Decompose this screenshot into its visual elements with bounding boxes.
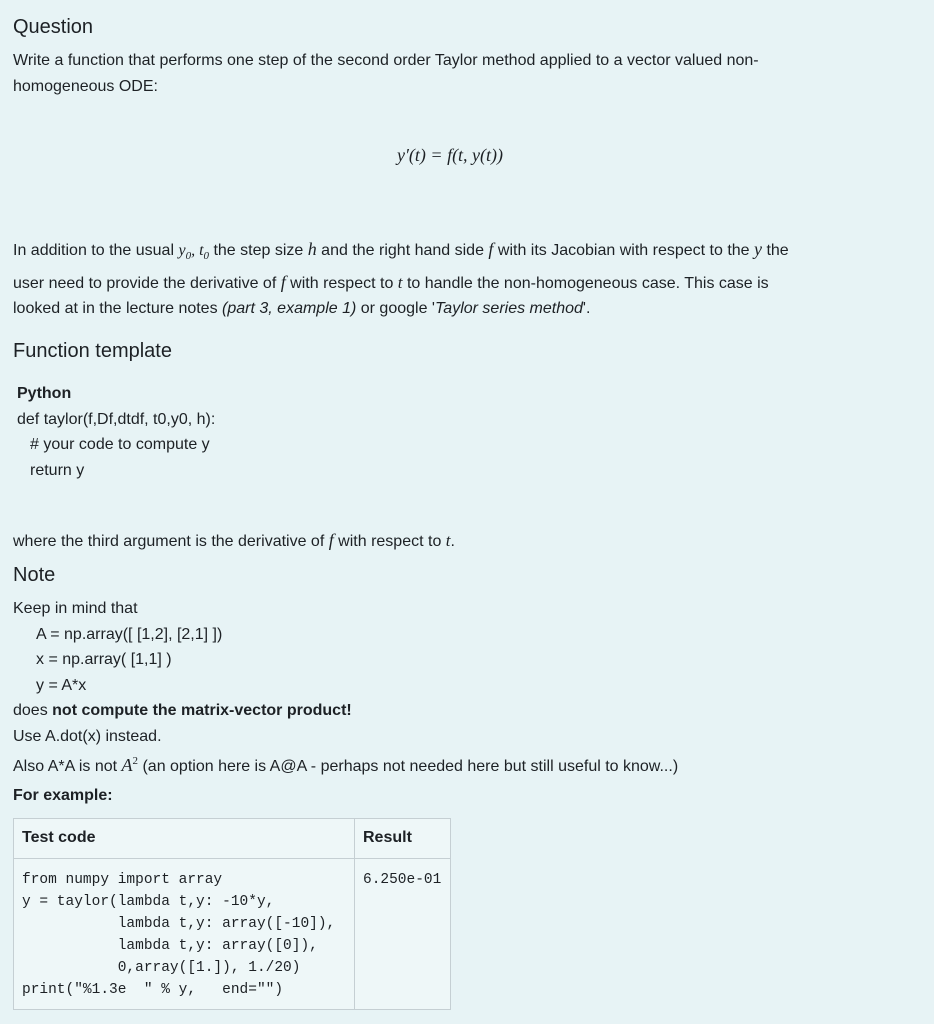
math-sup: 2	[132, 755, 139, 767]
lecture-ref: (part 3, example 1)	[222, 300, 357, 318]
note-text: where the third argument is the derivative of	[13, 533, 329, 550]
req-line-2	[13, 270, 923, 297]
note-text: .	[450, 533, 455, 550]
search-term: Taylor series method	[434, 300, 583, 318]
note-does	[13, 698, 678, 724]
math-f: f	[328, 530, 334, 550]
question-heading: Question	[13, 16, 94, 38]
math-a-squared	[122, 755, 139, 775]
req-text: with respect to	[285, 274, 398, 292]
result-header: Result	[355, 819, 451, 859]
req-text: to handle the non-homogeneous case. This case is	[402, 274, 769, 292]
example-table	[13, 818, 451, 1010]
req-text: with its Jacobian with respect to the	[493, 242, 755, 259]
math-sub: 0	[203, 250, 210, 263]
ode-equation: y′(t) = f(t, y(t))	[397, 145, 504, 165]
table-row	[14, 859, 451, 1010]
math-sub: 0	[185, 250, 192, 263]
table-header-row	[14, 819, 451, 859]
test-code-header: Test code	[14, 819, 355, 859]
note-block	[13, 596, 678, 808]
question-intro	[13, 48, 759, 99]
math-y: y	[178, 242, 186, 259]
template-block	[17, 381, 215, 483]
req-text: the	[762, 242, 789, 259]
template-heading: Function template	[13, 340, 172, 362]
template-line-2: # your code to compute y	[30, 436, 210, 453]
note-code-1: A = np.array([ [1,2], [2,1] ])	[36, 625, 223, 643]
requirements-paragraph	[13, 237, 923, 322]
test-code-cell: from numpy import array y = taylor(lambda t,y: -10*y, lambda t,y: array([-10]), lambda t,y: array([0]), 0,array([1.]), 1./20) print("%1.3e " % y, end="")	[14, 859, 355, 1010]
result-cell: 6.250e-01	[355, 859, 451, 1010]
note-code-3: y = A*x	[36, 676, 87, 694]
third-argument-note	[13, 528, 455, 555]
req-line-3	[13, 296, 923, 322]
math-f: f	[280, 271, 286, 292]
intro-line-1: Write a function that performs one step of the second order Taylor method applied to a vector valued non-	[13, 52, 759, 69]
note-keep: Keep in mind that	[13, 600, 138, 617]
intro-line-2: homogeneous ODE:	[13, 77, 158, 95]
req-text: or google '	[356, 300, 435, 318]
math-f: f	[488, 239, 494, 259]
note-text: with respect to	[333, 533, 446, 550]
note-text: Also A*A is not	[13, 758, 122, 775]
math-t: t	[397, 272, 403, 292]
req-text: In addition to the usual	[13, 242, 179, 259]
math-a: A	[121, 755, 133, 775]
for-example-label: For example:	[13, 786, 113, 804]
math-y: y	[754, 239, 763, 259]
note-text: (an option here is A@A - perhaps not needed here but still useful to know...)	[138, 758, 679, 775]
math-y0	[178, 242, 210, 263]
template-line-3: return y	[30, 461, 85, 479]
note-also	[13, 749, 678, 780]
req-line-1	[13, 237, 923, 270]
math-t: t	[445, 531, 451, 550]
note-use: Use A.dot(x) instead.	[13, 727, 162, 745]
math-h: h	[307, 239, 317, 259]
note-code-2: x = np.array( [1,1] )	[36, 651, 172, 668]
req-text: '.	[582, 300, 591, 318]
math-t: , t	[191, 242, 204, 259]
note-heading: Note	[13, 564, 56, 586]
template-line-1: def taylor(f,Df,dtdf, t0,y0, h):	[17, 410, 216, 428]
note-text: does	[13, 702, 53, 719]
req-text: user need to provide the derivative of	[13, 274, 281, 292]
template-language: Python	[17, 385, 72, 402]
req-text: and the right hand side	[316, 242, 489, 259]
note-warning: not compute the matrix-vector product!	[52, 702, 352, 719]
req-text: looked at in the lecture notes	[13, 300, 223, 318]
req-text: the step size	[209, 242, 308, 259]
